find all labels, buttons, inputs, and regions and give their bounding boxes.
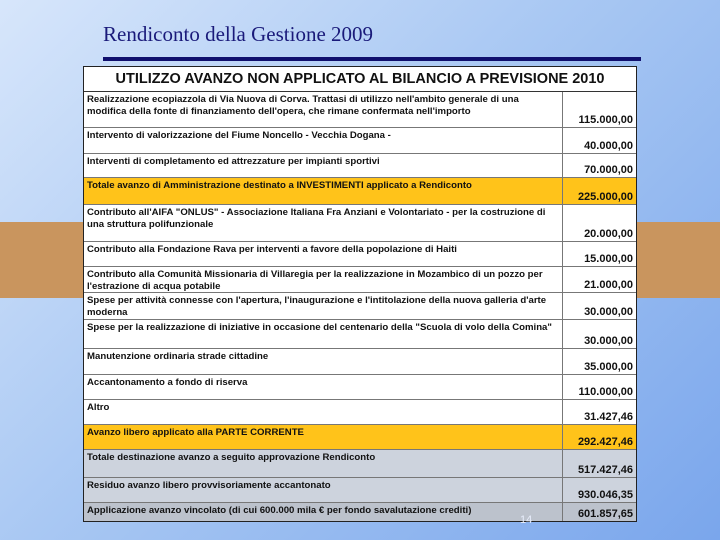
row-description: Contributo alla Comunità Missionaria di Villaregia per la realizzazione in Mozambico di un pozzo per l'estrazione di acqua potabile: [84, 267, 563, 292]
row-description: Avanzo libero applicato alla PARTE CORRENTE: [84, 425, 563, 449]
table-row: [84, 400, 636, 425]
table-row: [84, 154, 636, 178]
row-description: Spese per la realizzazione di iniziative in occasione del centenario della "Scuola di volo della Comina": [84, 320, 563, 348]
row-amount: 225.000,00: [577, 191, 633, 203]
row-description: Interventi di completamento ed attrezzature per impianti sportivi: [84, 154, 563, 177]
row-amount: 30.000,00: [584, 335, 633, 347]
row-description: Contributo alla Fondazione Rava per interventi a favore della popolazione di Haiti: [84, 242, 563, 266]
row-description: Totale avanzo di Amministrazione destinato a INVESTIMENTI applicato a Rendiconto: [84, 178, 563, 204]
row-amount: 15.000,00: [584, 253, 633, 265]
title-underline: [103, 57, 641, 61]
slide-number: 14: [520, 514, 533, 526]
row-description: Residuo avanzo libero provvisoriamente accantonato: [84, 478, 563, 502]
row-description: Intervento di valorizzazione del Fiume Noncello - Vecchia Dogana -: [84, 128, 563, 153]
row-amount: 70.000,00: [584, 164, 633, 176]
row-amount: 31.427,46: [584, 411, 633, 423]
table-row: [84, 92, 636, 128]
table-row: [84, 267, 636, 293]
row-amount: 930.046,35: [577, 489, 633, 501]
table-row: [84, 320, 636, 349]
row-description: Totale destinazione avanzo a seguito approvazione Rendiconto: [84, 450, 563, 477]
table-header: UTILIZZO AVANZO NON APPLICATO AL BILANCIO A PREVISIONE 2010: [84, 67, 636, 92]
row-amount: 35.000,00: [584, 361, 633, 373]
row-description: Altro: [84, 400, 563, 424]
table-row-total: [84, 478, 636, 503]
row-description: Spese per attività connesse con l'apertura, l'inaugurazione e l'intitolazione della nuova galleria d'arte moderna: [84, 293, 563, 319]
row-amount: 21.000,00: [584, 279, 633, 291]
table-row: [84, 205, 636, 242]
row-description: Contributo all'AIFA "ONLUS" - Associazione Italiana Fra Anziani e Volontariato - per la costruzione di una struttura polifunzionale: [84, 205, 563, 241]
row-amount: 601.857,65: [577, 508, 633, 520]
row-amount: 20.000,00: [584, 228, 633, 240]
row-amount: 115.000,00: [578, 114, 633, 126]
decorative-band-right: [636, 222, 720, 298]
slide-title: Rendiconto della Gestione 2009: [103, 22, 374, 46]
row-amount: 40.000,00: [584, 140, 633, 152]
budget-table: [83, 66, 637, 522]
row-amount: 110.000,00: [578, 386, 633, 398]
row-amount: 30.000,00: [584, 306, 633, 318]
table-row: [84, 349, 636, 375]
table-row: [84, 242, 636, 267]
table-row-subtotal: [84, 178, 636, 205]
row-description: Accantonamento a fondo di riserva: [84, 375, 563, 399]
table-row: [84, 293, 636, 320]
decorative-band-left: [0, 222, 84, 298]
table-row: [84, 375, 636, 400]
row-description: Manutenzione ordinaria strade cittadine: [84, 349, 563, 374]
row-amount: 292.427,46: [577, 436, 633, 448]
table-row-total: [84, 503, 636, 521]
table-row: [84, 128, 636, 154]
table-row-total: [84, 450, 636, 478]
table-row-subtotal: [84, 425, 636, 450]
row-amount: 517.427,46: [577, 464, 633, 476]
row-description: Applicazione avanzo vincolato (di cui 600.000 mila € per fondo savalutazione crediti): [84, 503, 563, 521]
row-description: Realizzazione ecopiazzola di Via Nuova di Corva. Trattasi di utilizzo nell'ambito generale di una modifica della fonte di finanziamento dell'opera, che rimane confermata nell'importo: [84, 92, 563, 127]
